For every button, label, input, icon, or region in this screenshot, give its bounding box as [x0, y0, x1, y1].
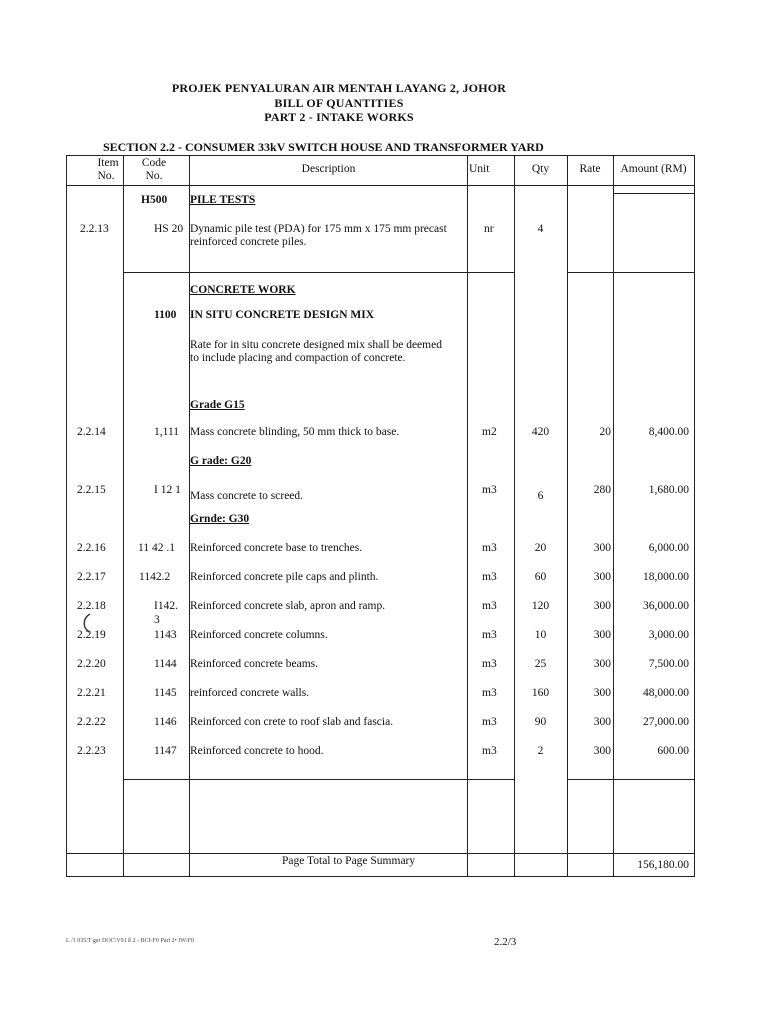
item-qty: 6 [537, 490, 544, 502]
item-qty: 120 [531, 600, 550, 612]
row-divider [567, 779, 694, 780]
item-unit: m3 [482, 571, 497, 583]
pile-heading: PILE TESTS [190, 194, 256, 206]
item-rate: 300 [593, 571, 611, 583]
item-description: reinforced concrete walls. [190, 687, 310, 699]
item-qty: 420 [531, 426, 550, 438]
concrete-subheading: IN SITU CONCRETE DESIGN MIX [190, 309, 375, 321]
item-amount: 8,400.00 [648, 426, 689, 438]
item-description: Reinforced concrete to hood. [190, 745, 324, 757]
col-divider [514, 155, 515, 876]
item-unit: m3 [482, 542, 497, 554]
item-number: 2.2.13 [80, 223, 109, 235]
row-divider [613, 193, 694, 194]
col-header-item: Item [97, 157, 119, 169]
item-unit: m2 [482, 426, 497, 438]
item-number: 2.2.19 [77, 629, 106, 641]
concrete-heading: CONCRETE WORK [190, 284, 296, 296]
row-divider [123, 272, 514, 273]
item-code-continued: 3 [154, 614, 160, 626]
col-divider [613, 155, 614, 876]
col-header-unit: Unit [469, 163, 490, 175]
page-total-amount: 156,180.00 [637, 859, 689, 871]
footer-reference: L /1 035/T ger DOC\V91 ß 2 - BCI-F0 Part 2• IW-F0 [66, 938, 194, 944]
item-unit: m3 [482, 716, 497, 728]
item-amount: 600.00 [657, 745, 689, 757]
item-description: Reinforced concrete beams. [190, 658, 319, 670]
item-amount: 3,000.00 [648, 629, 689, 641]
item-amount: 36,000.00 [643, 600, 689, 612]
item-qty: 60 [534, 571, 547, 583]
pile-code: H500 [141, 194, 168, 206]
col-header-qty: Qty [531, 163, 550, 175]
grade-heading: G rade: G20 [190, 455, 252, 467]
item-rate: 300 [593, 600, 611, 612]
item-rate: 300 [593, 542, 611, 554]
item-unit: m3 [482, 629, 497, 641]
item-number: 2.2.16 [77, 542, 106, 554]
item-number: 2.2.18 [77, 600, 106, 612]
item-number: 2.2.21 [77, 687, 106, 699]
item-description: Reinforced concrete columns. [190, 629, 328, 641]
header-divider [66, 185, 694, 186]
item-qty: 20 [534, 542, 547, 554]
concrete-code: 1100 [154, 309, 177, 321]
item-number: 2.2.14 [77, 426, 106, 438]
item-number: 2.2.20 [77, 658, 106, 670]
row-divider [123, 779, 514, 780]
col-header-code: Code [141, 157, 167, 169]
row-divider [567, 272, 694, 273]
item-rate: 300 [593, 629, 611, 641]
item-number: 2.2.22 [77, 716, 106, 728]
col-header-rate: Rate [579, 163, 601, 175]
col-divider [567, 155, 568, 876]
item-description: Reinforced concrete pile caps and plinth. [190, 571, 379, 583]
part-title: PART 2 - INTAKE WORKS [264, 110, 414, 124]
item-unit: m3 [482, 745, 497, 757]
concrete-note: Rate for in situ concrete designed mix shall be deemed to include placing and compaction of concrete. [190, 339, 442, 364]
item-code: 1143 [154, 629, 177, 641]
col-header-code: No. [145, 170, 163, 182]
col-divider [467, 155, 468, 876]
col-header-amount: Amount (RM) [620, 163, 687, 175]
item-description: Reinforced con crete to roof slab and fascia. [190, 716, 394, 728]
item-code: 1,111 [154, 426, 180, 438]
item-qty: 25 [534, 658, 547, 670]
item-number: 2.2.15 [77, 484, 106, 496]
item-qty: 160 [531, 687, 550, 699]
item-description: Mass concrete to screed. [190, 490, 304, 502]
item-code: 1142.2 [139, 571, 171, 583]
item-unit: nr [484, 223, 494, 235]
item-unit: m3 [482, 687, 497, 699]
item-amount: 7,500.00 [648, 658, 689, 670]
item-qty: 4 [537, 223, 544, 235]
item-description: Dynamic pile test (PDA) for 175 mm x 175 mm precast reinforced concrete piles. [190, 223, 447, 248]
item-code: 11 42 .1 [138, 542, 175, 554]
col-header-description: Description [301, 163, 356, 175]
item-rate: 20 [599, 426, 611, 438]
item-code: 1147 [154, 745, 177, 757]
item-qty: 90 [534, 716, 547, 728]
grade-heading: Grnde: G30 [190, 513, 250, 525]
item-rate: 300 [593, 745, 611, 757]
item-code: 1145 [154, 687, 177, 699]
grade-heading: Grade G15 [190, 399, 245, 411]
item-description: Mass concrete blinding, 50 mm thick to base. [190, 426, 400, 438]
item-amount: 48,000.00 [643, 687, 689, 699]
item-qty: 2 [537, 745, 544, 757]
item-description: Reinforced concrete base to trenches. [190, 542, 363, 554]
item-rate: 300 [593, 716, 611, 728]
item-amount: 18,000.00 [643, 571, 689, 583]
item-number: 2.2.17 [77, 571, 106, 583]
item-qty: 10 [534, 629, 547, 641]
total-divider [66, 853, 694, 854]
item-unit: m3 [482, 600, 497, 612]
item-unit: m3 [482, 658, 497, 670]
item-number: 2.2.23 [77, 745, 106, 757]
col-header-item: No. [97, 170, 115, 182]
document-title: BILL OF QUANTITIES [274, 96, 404, 110]
item-code: 1146 [154, 716, 177, 728]
page-number: 2.2/3 [494, 936, 517, 948]
project-title: PROJEK PENYALURAN AIR MENTAH LAYANG 2, JOHOR [171, 81, 507, 95]
item-rate: 300 [593, 658, 611, 670]
item-code: 1144 [154, 658, 177, 670]
section-title: SECTION 2.2 - CONSUMER 33kV SWITCH HOUSE AND TRANSFORMER YARD [103, 140, 544, 154]
item-amount: 6,000.00 [648, 542, 689, 554]
item-rate: 300 [593, 687, 611, 699]
item-description: Reinforced concrete slab, apron and ramp. [190, 600, 386, 612]
item-amount: 27,000.00 [643, 716, 689, 728]
item-code: HS 20 [154, 223, 184, 235]
item-code: I 12 1 [154, 484, 181, 496]
item-rate: 280 [593, 484, 611, 496]
item-amount: 1,680.00 [648, 484, 689, 496]
item-unit: m3 [482, 484, 497, 496]
bill-table [66, 155, 695, 877]
item-code: I142. [154, 600, 178, 612]
col-divider [123, 155, 124, 876]
page-total-label: Page Total to Page Summary [282, 855, 416, 867]
